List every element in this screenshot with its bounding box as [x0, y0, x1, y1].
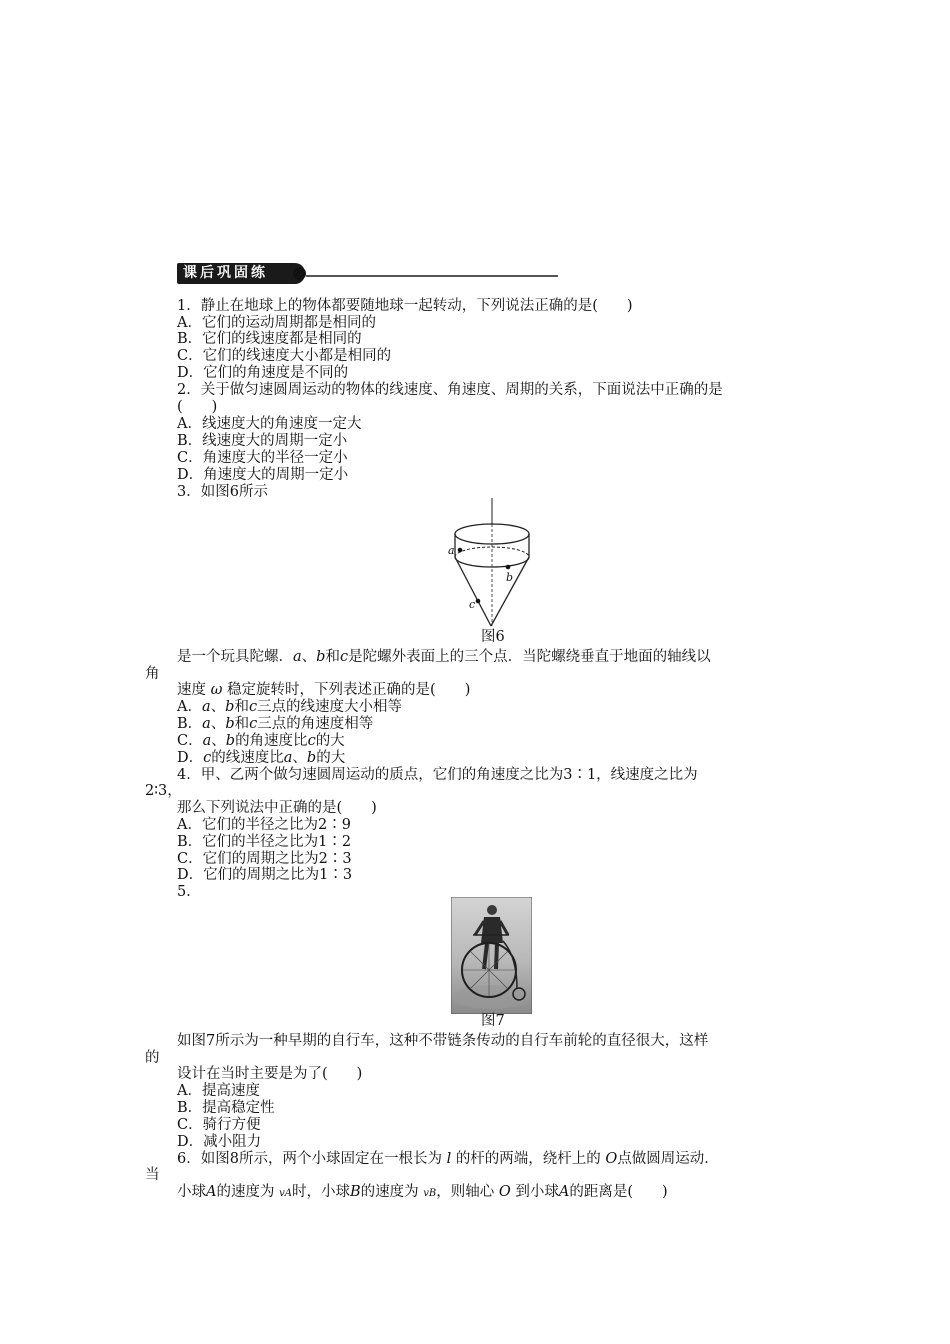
figure-7-penny-farthing-photo — [451, 897, 532, 1014]
q4-stem-wrap: 2∶3， — [145, 783, 182, 799]
figure-7-caption: 图7 — [481, 1013, 505, 1029]
q5-text-line-2: 设计在当时主要是为了( ) — [177, 1066, 363, 1082]
q6-text-line-1-wrap: 当 — [145, 1167, 160, 1183]
q2-option-a: A．线速度大的角速度一定大 — [177, 416, 362, 432]
point-b-marker — [506, 565, 511, 570]
q4-stem: 4．甲、乙两个做匀速圆周运动的质点，它们的角速度之比为3∶1，线速度之比为 — [177, 767, 698, 783]
figure-6-spinning-top — [446, 498, 542, 633]
q1-option-d: D．它们的角速度是不同的 — [177, 365, 349, 381]
q4-option-d: D．它们的周期之比为1∶3 — [177, 867, 353, 883]
q1-option-c: C．它们的线速度大小都是相同的 — [177, 348, 392, 364]
q3-text-line-2: 速度 ω 稳定旋转时，下列表述正确的是( ) — [177, 682, 471, 698]
q3-option-b: B．a、b和c三点的角速度相等 — [177, 716, 374, 732]
q4-option-c: C．它们的周期之比为2∶3 — [177, 851, 352, 867]
point-c-marker — [476, 599, 481, 604]
section-divider — [306, 275, 558, 277]
q2-option-b: B．线速度大的周期一定小 — [177, 433, 348, 449]
q3-stem: 3．如图6所示 — [177, 484, 268, 500]
q6-text-line-2: 小球A的速度为 vA时，小球B的速度为 vB，则轴心 O 到小球A的距离是( ) — [177, 1184, 668, 1200]
q5-text-line-1-wrap: 的 — [145, 1050, 160, 1066]
q1-stem: 1．静止在地球上的物体都要随地球一起转动，下列说法正确的是( ) — [177, 298, 633, 314]
q5-option-b: B．提高稳定性 — [177, 1100, 275, 1116]
q4-stem-line-2: 那么下列说法中正确的是( ) — [177, 800, 377, 816]
bullet-dot-icon — [293, 267, 306, 280]
q3-option-d: D．c的线速度比a、b的大 — [177, 750, 346, 766]
q5-option-d: D．减小阻力 — [177, 1134, 262, 1150]
point-a-marker — [458, 548, 463, 553]
q3-option-a: A．a、b和c三点的线速度大小相等 — [177, 699, 403, 715]
q5-text-line-1: 如图7所示为一种早期的自行车，这种不带链条传动的自行车前轮的直径很大，这样 — [177, 1033, 709, 1049]
q4-option-b: B．它们的半径之比为1∶2 — [177, 834, 352, 850]
label-b: b — [506, 571, 514, 584]
q4-option-a: A．它们的半径之比为2∶9 — [177, 817, 351, 833]
label-c: c — [469, 598, 476, 611]
q1-option-b: B．它们的线速度都是相同的 — [177, 331, 362, 347]
q3-option-c: C．a、b的角速度比c的大 — [177, 733, 345, 749]
q1-option-a: A．它们的运动周期都是相同的 — [177, 315, 376, 331]
q3-text-line-1: 是一个玩具陀螺．a、b和c是陀螺外表面上的三个点．当陀螺绕垂直于地面的轴线以 — [177, 649, 711, 665]
label-a: a — [448, 544, 455, 557]
q6-text-line-1: 6．如图8所示，两个小球固定在一根长为 l 的杆的两端，绕杆上的 O点做圆周运动． — [177, 1151, 719, 1167]
q5-option-a: A．提高速度 — [177, 1083, 260, 1099]
rider-head — [487, 905, 497, 915]
figure-6-caption: 图6 — [481, 629, 505, 645]
section-title: 课后巩固练 — [177, 263, 305, 284]
q5-option-c: C．骑行方便 — [177, 1117, 261, 1133]
q2-option-c: C．角速度大的半径一定小 — [177, 450, 348, 466]
q2-option-d: D．角速度大的周期一定小 — [177, 467, 349, 483]
q3-text-line-1-wrap: 角 — [145, 666, 160, 682]
q2-stem: 2．关于做匀速圆周运动的物体的线速度、角速度、周期的关系，下面说法中正确的是 — [177, 382, 723, 398]
q5-number: 5． — [177, 884, 201, 900]
q2-stem-cont: ( ) — [177, 399, 218, 415]
